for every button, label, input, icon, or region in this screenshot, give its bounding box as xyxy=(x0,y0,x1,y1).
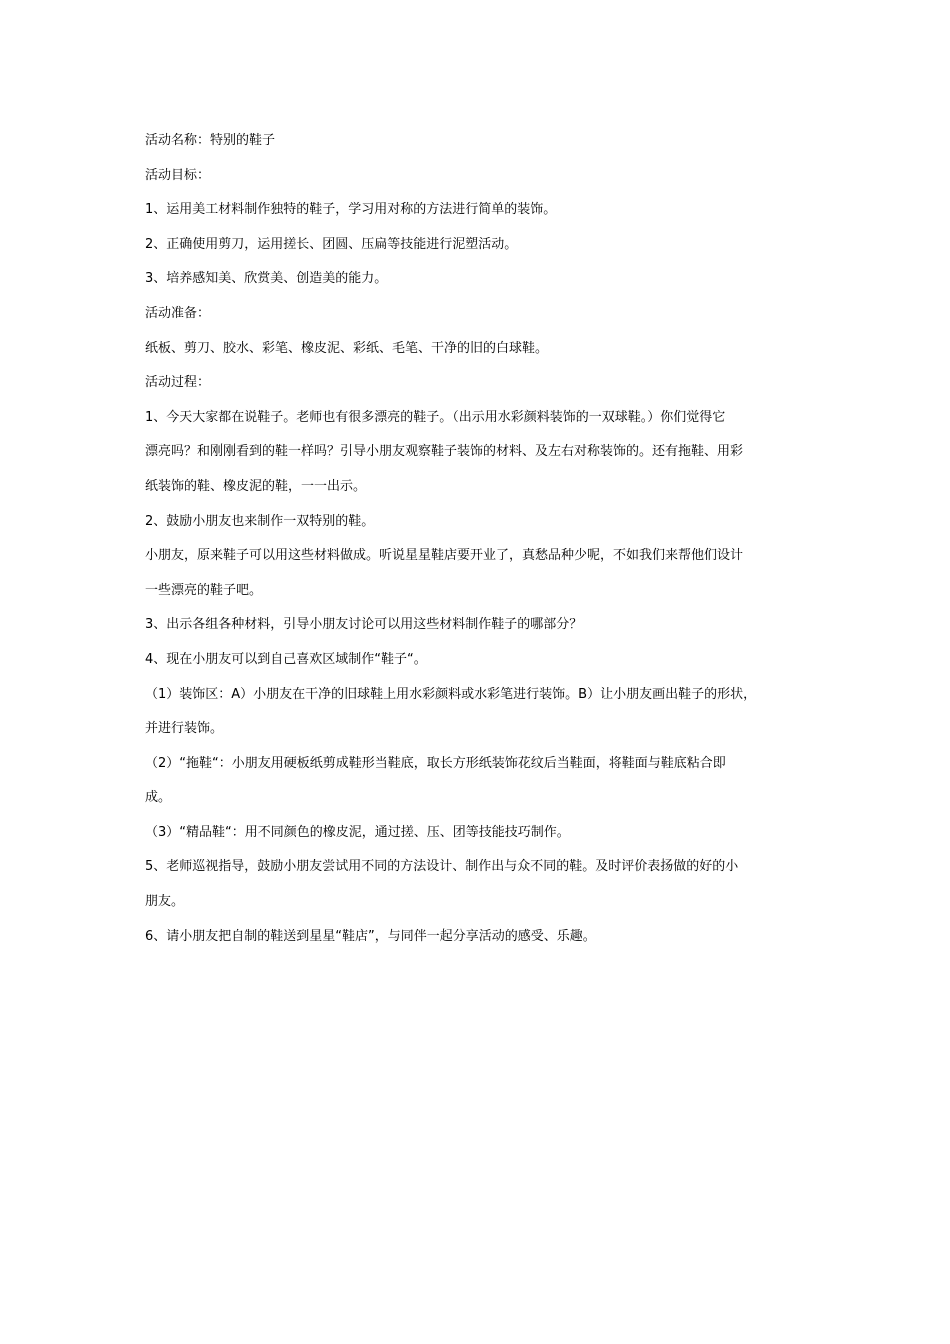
goal-item-1: 1、运用美工材料制作独特的鞋子，学习用对称的方法进行简单的装饰。 xyxy=(145,202,557,218)
document-body xyxy=(145,124,817,954)
process-step-1-line-2: 漂亮吗？和刚刚看到的鞋一样吗？引导小朋友观察鞋子装饰的材料、及左右对称装饰的。还有拖鞋、用彩 xyxy=(145,444,744,460)
process-step-1-line-3: 纸装饰的鞋、橡皮泥的鞋，一一出示。 xyxy=(145,478,367,494)
process-step-6: 6、请小朋友把自制的鞋送到星星“鞋店”，与同伴一起分享活动的感受、乐趣。 xyxy=(145,928,596,944)
process-heading: 活动过程： xyxy=(145,375,211,391)
process-step-5-line-2: 朋友。 xyxy=(145,894,185,910)
goal-item-2: 2、正确使用剪刀，运用搓长、团圆、压扁等技能进行泥塑活动。 xyxy=(145,236,518,252)
process-step-2-text-line-2: 一些漂亮的鞋子吧。 xyxy=(145,582,263,598)
preparation-materials: 纸板、剪刀、胶水、彩笔、橡皮泥、彩纸、毛笔、干净的旧的白球鞋。 xyxy=(145,340,549,356)
sub-step-3: （3）“精品鞋“：用不同颜色的橡皮泥，通过搓、压、团等技能技巧制作。 xyxy=(145,824,570,840)
activity-goals-heading: 活动目标： xyxy=(145,167,211,183)
process-step-2: 2、鼓励小朋友也来制作一双特别的鞋。 xyxy=(145,513,375,529)
process-step-3: 3、出示各组各种材料，引导小朋友讨论可以用这些材料制作鞋子的哪部分？ xyxy=(145,617,583,633)
process-step-4: 4、现在小朋友可以到自己喜欢区域制作“鞋子“。 xyxy=(145,651,427,667)
process-step-5-line-1: 5、老师巡视指导，鼓励小朋友尝试用不同的方法设计、制作出与众不同的鞋。及时评价表扬做的好的小 xyxy=(145,859,739,875)
sub-step-2-line-2: 成。 xyxy=(145,790,172,806)
activity-name-line: 活动名称：特别的鞋子 xyxy=(145,133,276,148)
process-step-2-text-line-1: 小朋友，原来鞋子可以用这些材料做成。听说星星鞋店要开业了，真愁品种少呢，不如我们来帮他们设计 xyxy=(145,548,744,564)
sub-step-1-line-1: （1）装饰区：A）小朋友在干净的旧球鞋上用水彩颜料或水彩笔进行装饰。B）让小朋友画出鞋子的形状， xyxy=(145,686,757,702)
sub-step-1-line-2: 并进行装饰。 xyxy=(145,721,224,737)
process-step-1-line-1: 1、今天大家都在说鞋子。老师也有很多漂亮的鞋子。（出示用水彩颜料装饰的一双球鞋。）你们觉得它 xyxy=(145,409,726,425)
preparation-heading: 活动准备： xyxy=(145,305,211,321)
goal-item-3: 3、培养感知美、欣赏美、创造美的能力。 xyxy=(145,271,388,287)
sub-step-2-line-1: （2）“拖鞋“：小朋友用硬板纸剪成鞋形当鞋底，取长方形纸装饰花纹后当鞋面，将鞋面与鞋底粘合即 xyxy=(145,755,726,771)
